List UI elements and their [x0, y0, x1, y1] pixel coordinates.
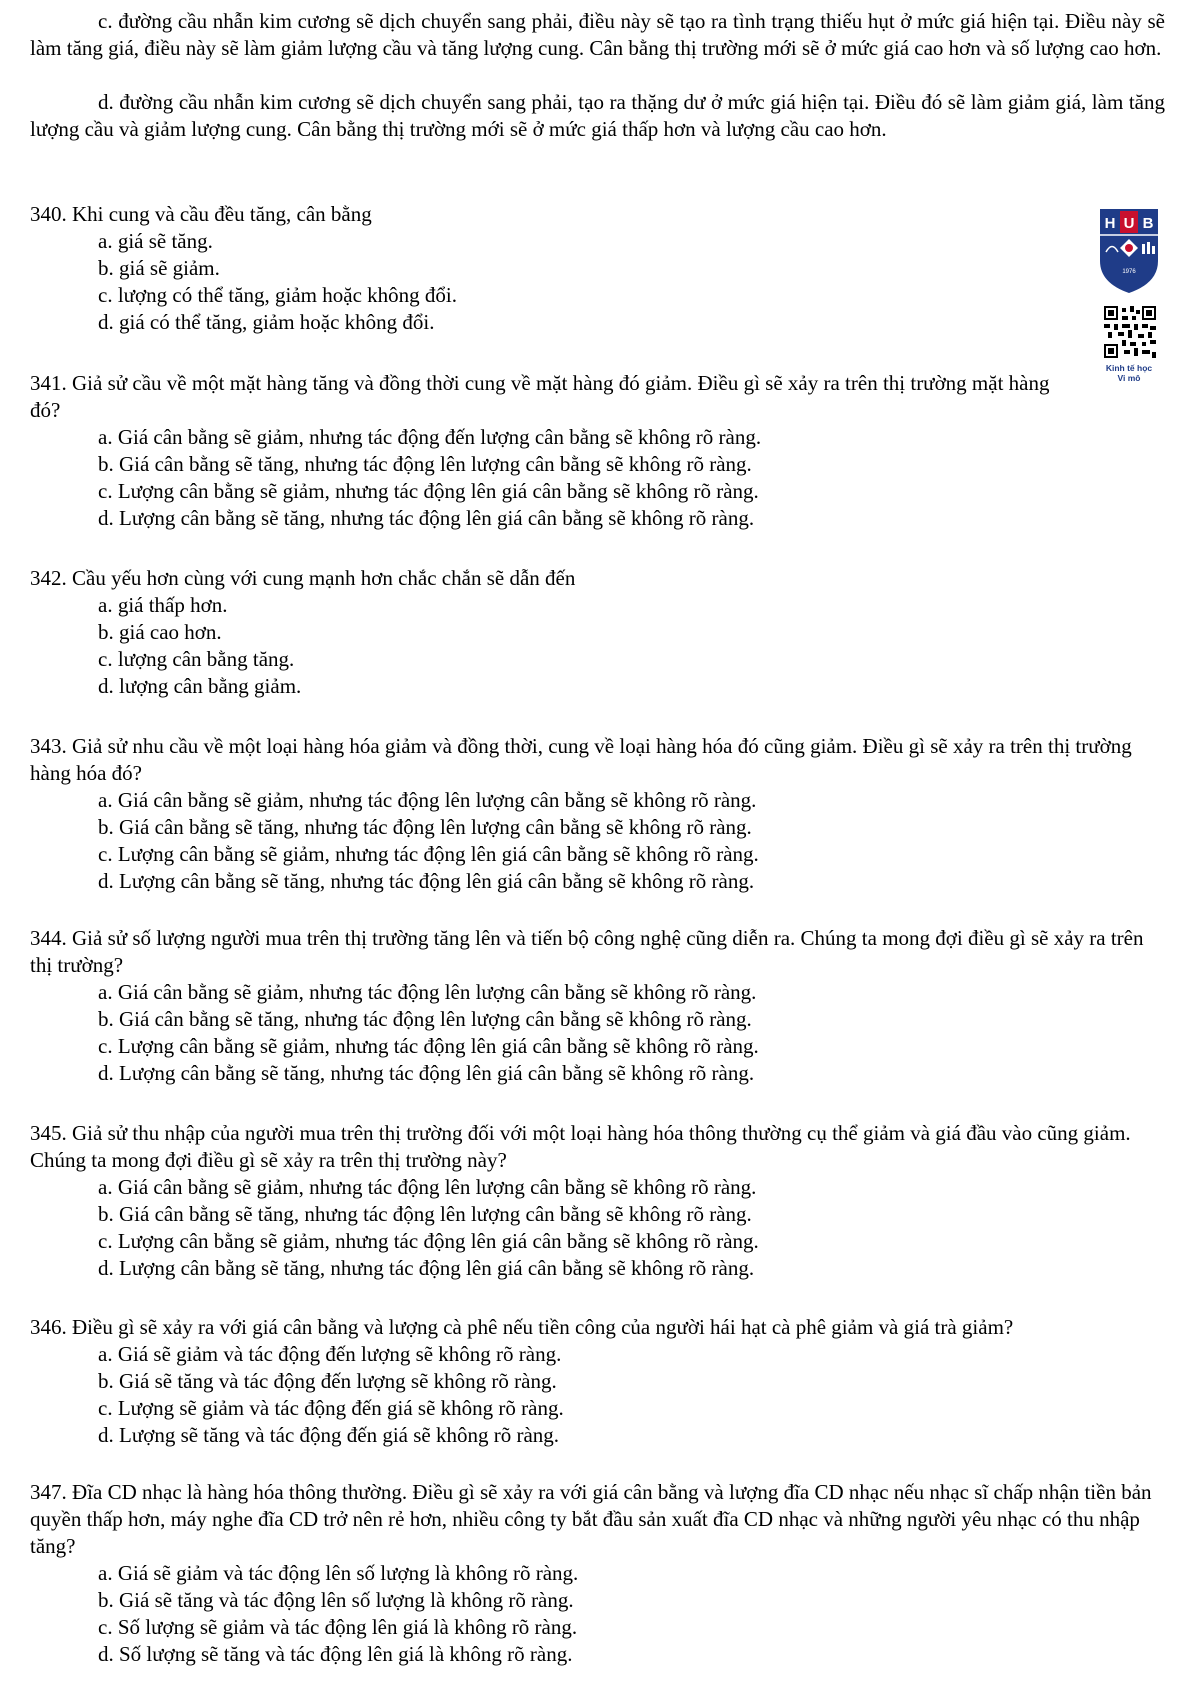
question-text: 347. Đĩa CD nhạc là hàng hóa thông thường. Điều gì sẽ xảy ra với giá cân bằng và lượng đĩa CD nhạc nếu nhạc sĩ chấp nhận tiền bản quyền thấp hơn, máy nghe đĩa CD trở nên rẻ hơn, nhiều công ty bắt đầu sản xuất đĩa CD nhạc và những người yêu nhạc có thu nhập tăng?	[30, 1480, 1152, 1558]
option-b: b. Giá cân bằng sẽ tăng, nhưng tác động lên lượng cân bằng sẽ không rõ ràng.	[98, 1007, 752, 1031]
option-b: b. giá sẽ giảm.	[98, 256, 220, 280]
question-343	[30, 733, 1165, 895]
option-b: b. Giá cân bằng sẽ tăng, nhưng tác động lên lượng cân bằng sẽ không rõ ràng.	[98, 815, 752, 839]
option-b: b. Giá sẽ tăng và tác động đến lượng sẽ không rõ ràng.	[98, 1369, 557, 1393]
logo-caption-subject: Kinh tế học	[1105, 363, 1153, 373]
option-b: b. Giá cân bằng sẽ tăng, nhưng tác động lên lượng cân bằng sẽ không rõ ràng.	[98, 1202, 752, 1226]
option-d: d. Lượng cân bằng sẽ tăng, nhưng tác động lên giá cân bằng sẽ không rõ ràng.	[98, 1256, 755, 1280]
option-c: c. Lượng cân bằng sẽ giảm, nhưng tác động lên giá cân bằng sẽ không rõ ràng.	[98, 1034, 759, 1058]
hub-logo	[1098, 207, 1160, 402]
question-345	[30, 1120, 1165, 1282]
option-a: a. Giá cân bằng sẽ giảm, nhưng tác động lên lượng cân bằng sẽ không rõ ràng.	[98, 1175, 757, 1199]
question-text: 344. Giả sử số lượng người mua trên thị trường tăng lên và tiến bộ công nghệ cũng diễn ra. Chúng ta mong đợi điều gì sẽ xảy ra trên thị trường?	[30, 926, 1144, 977]
qr-code-icon	[1104, 306, 1156, 358]
question-341	[30, 370, 1165, 532]
option-d: d. Lượng cân bằng sẽ tăng, nhưng tác động lên giá cân bằng sẽ không rõ ràng.	[98, 506, 755, 530]
question-344	[30, 925, 1165, 1087]
option-a: a. Giá sẽ giảm và tác động đến lượng sẽ không rõ ràng.	[98, 1342, 562, 1366]
option-c: c. Lượng cân bằng sẽ giảm, nhưng tác động lên giá cân bằng sẽ không rõ ràng.	[98, 1229, 759, 1253]
option-c: c. lượng có thể tăng, giảm hoặc không đổi.	[98, 283, 457, 307]
option-d: d. giá có thể tăng, giảm hoặc không đổi.	[98, 310, 435, 334]
option-d: d. Lượng cân bằng sẽ tăng, nhưng tác động lên giá cân bằng sẽ không rõ ràng.	[98, 869, 755, 893]
question-342	[30, 565, 1165, 700]
option-a: a. giá thấp hơn.	[98, 593, 228, 617]
question-346	[30, 1314, 1165, 1449]
option-c: c. Lượng cân bằng sẽ giảm, nhưng tác động lên giá cân bằng sẽ không rõ ràng.	[98, 842, 759, 866]
option-a: a. Giá sẽ giảm và tác động lên số lượng là không rõ ràng.	[98, 1561, 579, 1585]
question-text: 340. Khi cung và cầu đều tăng, cân bằng	[30, 202, 372, 226]
option-c: c. Lượng cân bằng sẽ giảm, nhưng tác động lên giá cân bằng sẽ không rõ ràng.	[98, 479, 759, 503]
question-text: 345. Giả sử thu nhập của người mua trên thị trường đối với một loại hàng hóa thông thường cụ thể giảm và giá đầu vào cũng giảm. Chúng ta mong đợi điều gì sẽ xảy ra trên thị trường này?	[30, 1121, 1131, 1172]
option-a: a. giá sẽ tăng.	[98, 229, 213, 253]
logo-letter-b: B	[1142, 215, 1154, 232]
option-b: b. Giá sẽ tăng và tác động lên số lượng là không rõ ràng.	[98, 1588, 574, 1612]
option-c: c. Số lượng sẽ giảm và tác động lên giá là không rõ ràng.	[98, 1615, 578, 1639]
question-340	[30, 201, 1165, 336]
option-a: a. Giá cân bằng sẽ giảm, nhưng tác động đến lượng cân bằng sẽ không rõ ràng.	[98, 425, 762, 449]
logo-letter-h: H	[1104, 215, 1116, 232]
hub-shield-icon	[1098, 207, 1160, 295]
option-d: d. Số lượng sẽ tăng và tác động lên giá là không rõ ràng.	[98, 1642, 573, 1666]
question-text: 346. Điều gì sẽ xảy ra với giá cân bằng và lượng cà phê nếu tiền công của người hái hạt cà phê giảm và giá trà giảm?	[30, 1315, 1014, 1339]
continued-option-c: c. đường cầu nhẫn kim cương sẽ dịch chuyển sang phải, điều này sẽ tạo ra tình trạng thiếu hụt ở mức giá hiện tại. Điều này sẽ làm tăng giá, điều này sẽ làm giảm lượng cầu và tăng lượng cung. Cân bằng thị trường mới sẽ ở mức giá cao hơn và số lượng cao hơn.	[30, 9, 1165, 60]
option-b: b. giá cao hơn.	[98, 620, 222, 644]
option-c: c. lượng cân bằng tăng.	[98, 647, 295, 671]
option-d: d. Lượng sẽ tăng và tác động đến giá sẽ không rõ ràng.	[98, 1423, 560, 1447]
question-text: 342. Cầu yếu hơn cùng với cung mạnh hơn chắc chắn sẽ dẫn đến	[30, 566, 576, 590]
logo-letter-u: U	[1123, 215, 1135, 232]
option-d: d. lượng cân bằng giảm.	[98, 674, 302, 698]
option-a: a. Giá cân bằng sẽ giảm, nhưng tác động lên lượng cân bằng sẽ không rõ ràng.	[98, 980, 757, 1004]
option-d: d. Lượng cân bằng sẽ tăng, nhưng tác động lên giá cân bằng sẽ không rõ ràng.	[98, 1061, 755, 1085]
option-c: c. Lượng sẽ giảm và tác động đến giá sẽ không rõ ràng.	[98, 1396, 564, 1420]
logo-year: 1976	[1122, 269, 1136, 275]
option-a: a. Giá cân bằng sẽ giảm, nhưng tác động lên lượng cân bằng sẽ không rõ ràng.	[98, 788, 757, 812]
question-text: 341. Giả sử cầu về một mặt hàng tăng và đồng thời cung về mặt hàng đó giảm. Điều gì sẽ xảy ra trên thị trường mặt hàng đó?	[30, 371, 1050, 422]
question-347	[30, 1479, 1165, 1668]
question-text: 343. Giả sử nhu cầu về một loại hàng hóa giảm và đồng thời, cung về loại hàng hóa đó cũng giảm. Điều gì sẽ xảy ra trên thị trường hàng hóa đó?	[30, 734, 1132, 785]
continued-option-d: d. đường cầu nhẫn kim cương sẽ dịch chuyển sang phải, tạo ra thặng dư ở mức giá hiện tại. Điều đó sẽ làm giảm giá, làm tăng lượng cầu và giảm lượng cung. Cân bằng thị trường mới sẽ ở mức giá thấp hơn và lượng cầu cao hơn.	[30, 90, 1165, 141]
logo-caption-sub: Vi mô	[1117, 373, 1141, 383]
option-b: b. Giá cân bằng sẽ tăng, nhưng tác động lên lượng cân bằng sẽ không rõ ràng.	[98, 452, 752, 476]
